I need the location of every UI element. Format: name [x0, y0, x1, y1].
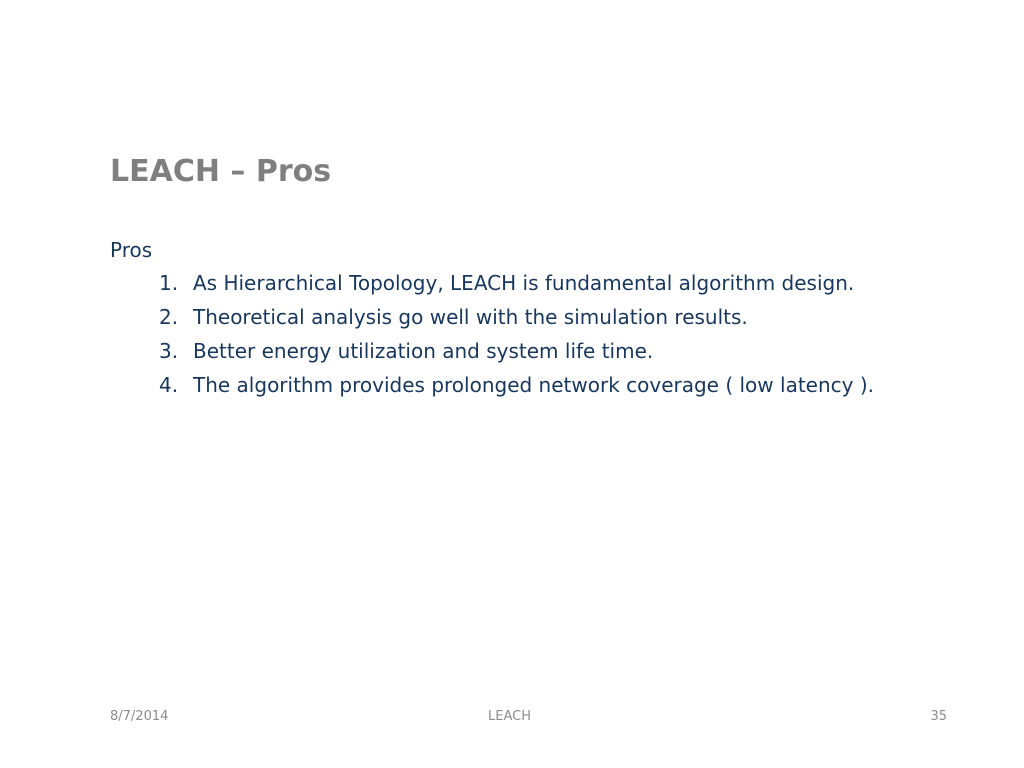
section-label-pros: Pros [110, 238, 153, 262]
footer-title: LEACH [488, 709, 531, 724]
list-item-number: 1. [159, 271, 179, 295]
list-item-text: Theoretical analysis go well with the simulation results. [193, 305, 748, 329]
list-item-text: Better energy utilization and system life time. [193, 339, 654, 363]
list-item-text: The algorithm provides prolonged network coverage ( low latency ). [193, 373, 874, 397]
list-item [110, 270, 900, 297]
slide-title: LEACH – Pros [110, 154, 332, 189]
footer-date: 8/7/2014 [110, 709, 169, 724]
list-item-number: 3. [159, 339, 179, 363]
list-item [110, 338, 900, 365]
slide-body [110, 236, 900, 406]
list-item [110, 372, 900, 399]
pros-list [110, 270, 900, 399]
slide-number: 35 [930, 709, 947, 724]
list-item-number: 4. [159, 373, 179, 397]
list-item [110, 304, 900, 331]
list-item-text: As Hierarchical Topology, LEACH is fundamental algorithm design. [193, 271, 855, 295]
list-item-number: 2. [159, 305, 179, 329]
